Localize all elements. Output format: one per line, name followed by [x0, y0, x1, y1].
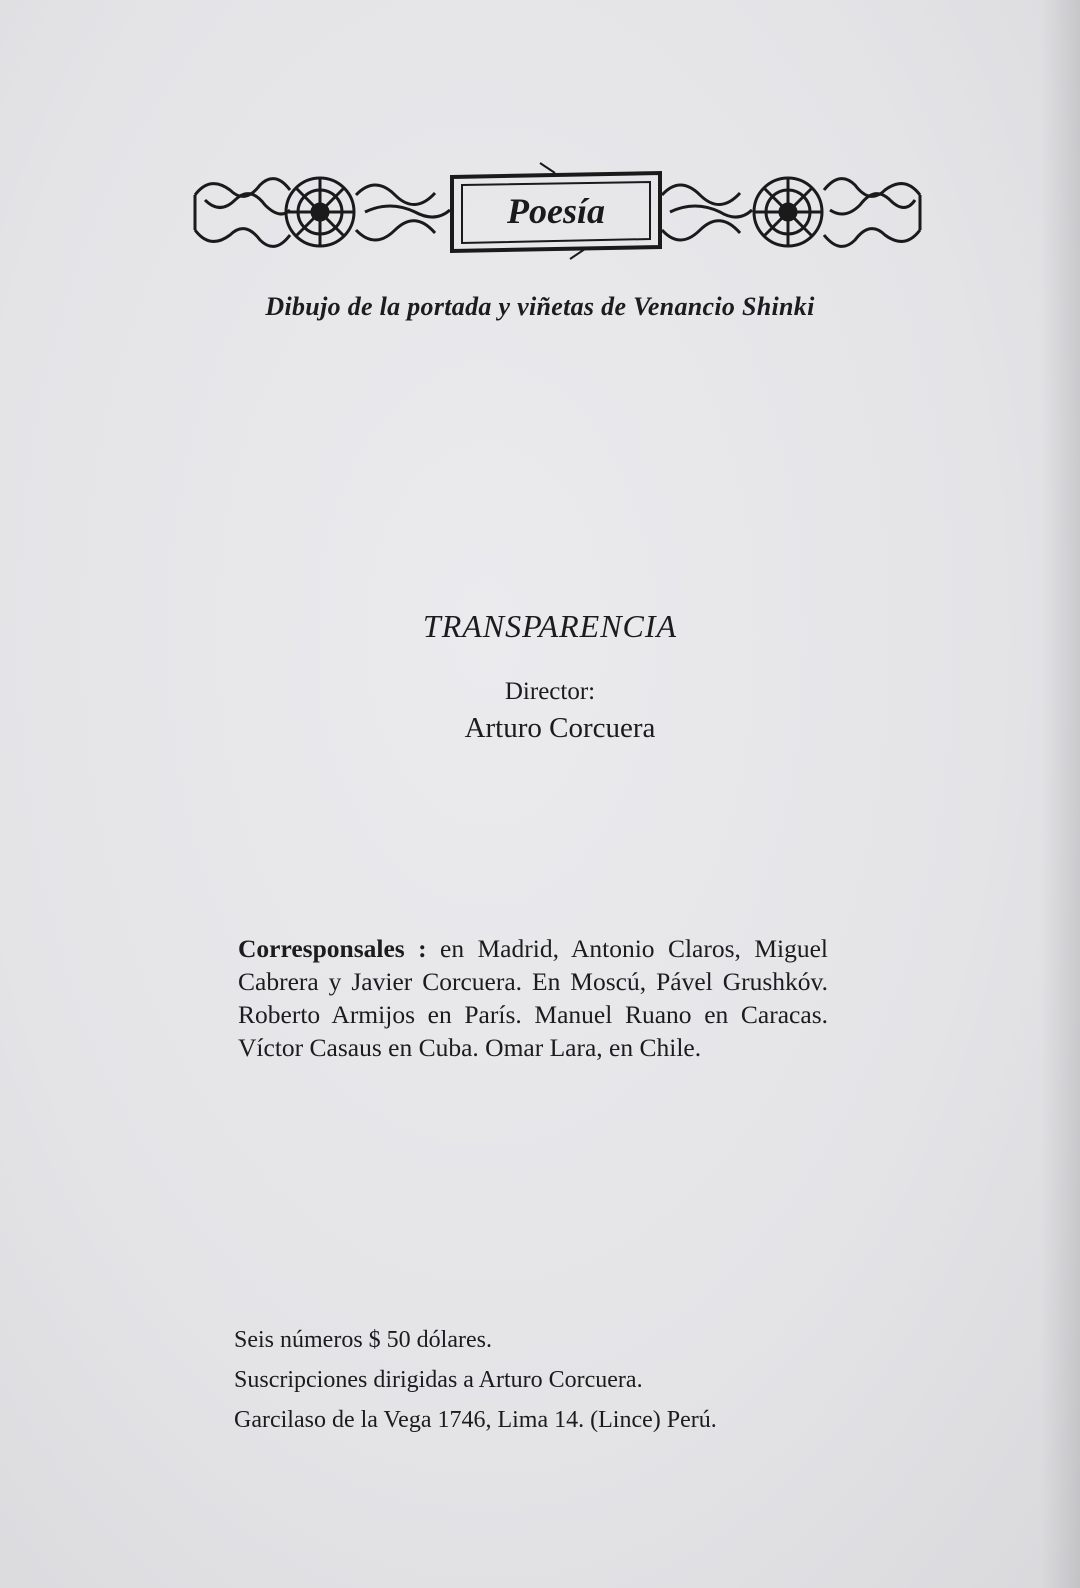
- page-edge-shadow: [1040, 0, 1080, 1588]
- director-label: Director:: [504, 678, 596, 705]
- correspondents-label: Corresponsales :: [238, 934, 427, 963]
- director-name: Arturo Corcuera: [464, 712, 656, 744]
- price-line: Seis números $ 50 dólares.: [234, 1327, 492, 1353]
- cover-credit: Dibujo de la portada y viñetas de Venancio Shinki: [265, 292, 815, 321]
- subscriptions-line: Suscripciones dirigidas a Arturo Corcuera.: [234, 1367, 643, 1393]
- subscription-info: [234, 1320, 914, 1440]
- correspondents-text: en Madrid, Antonio Claros, Miguel Cabrera y Javier Corcuera. En Moscú, Pável Grushkóv. Roberto Armijos en París. Manuel Ruano en Caracas. Víctor Casaus en Cuba. Omar Lara, en Chile.: [238, 934, 828, 1062]
- ornament-scroll-icon: [190, 155, 925, 265]
- poesia-banner-ornament: [190, 155, 925, 265]
- address-line: Garcilaso de la Vega 1746, Lima 14. (Lince) Perú.: [234, 1407, 717, 1433]
- publication-title: TRANSPARENCIA: [422, 608, 678, 644]
- banner-label: Poesía: [507, 191, 605, 231]
- correspondents-paragraph: [238, 932, 828, 1064]
